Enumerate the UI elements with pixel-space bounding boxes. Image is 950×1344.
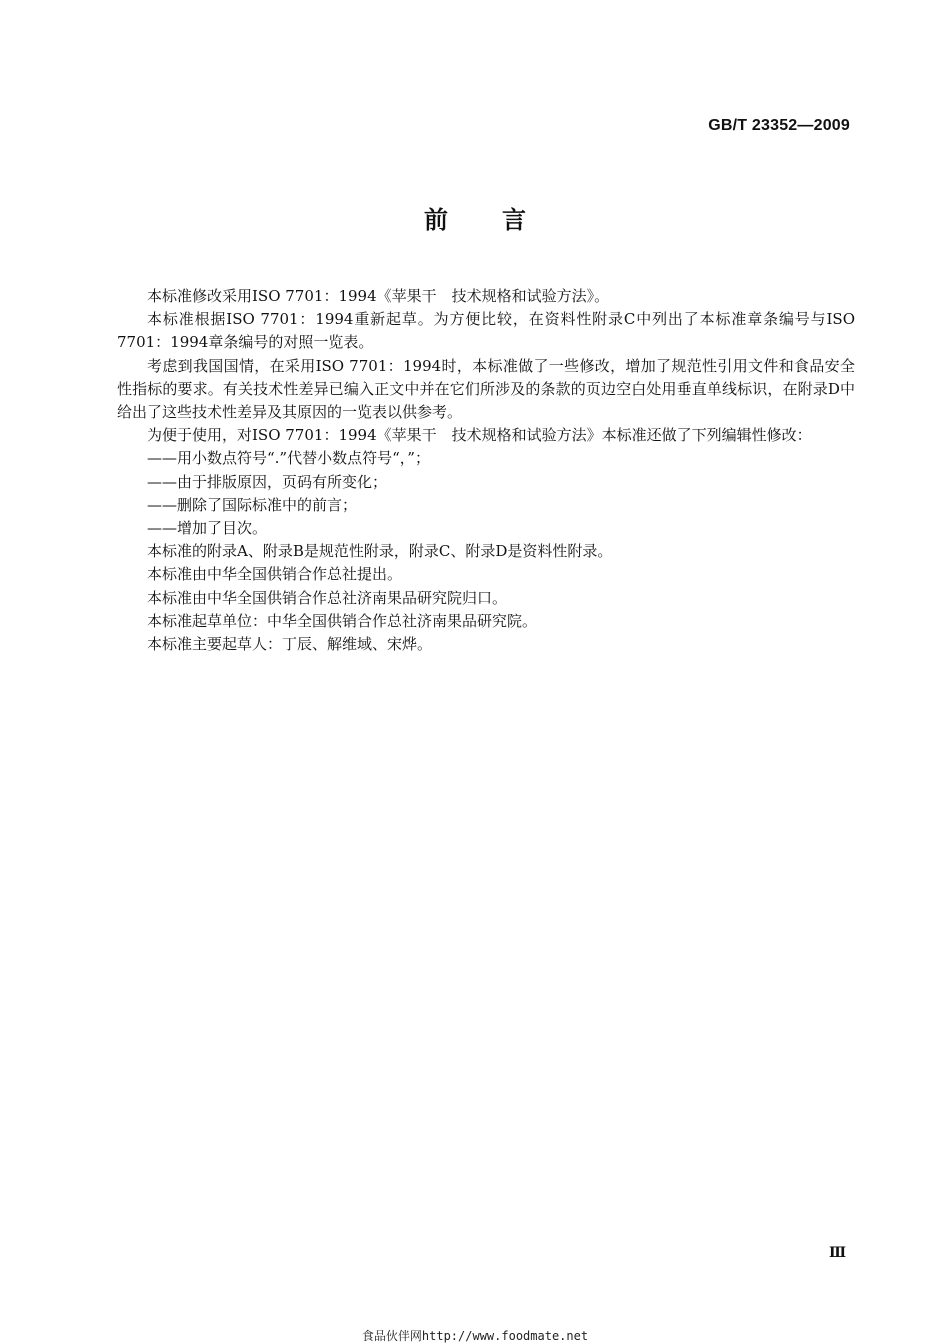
edit-list-item: ——删除了国际标准中的前言； [147, 495, 358, 514]
paragraph: 考虑到我国国情，在采用ISO 7701：1994时，本标准做了一些修改，增加了规范性引用文件和食品安全性指标的要求。有关技术性差异已编入正文中并在它们所涉及的条款的页边空白处用垂直单线标识，在附录D中给出了这些技术性差异及其原因的一览表以供参考。 [117, 356, 855, 422]
paragraph: 本标准由中华全国供销合作总社济南果品研究院归口。 [147, 588, 508, 607]
edit-list-item: ——用小数点符号“.”代替小数点符号“，”； [147, 449, 430, 468]
paragraph: 本标准的附录A、附录B是规范性附录，附录C、附录D是资料性附录。 [147, 542, 613, 561]
edit-list-item: ——增加了目次。 [147, 519, 268, 538]
paragraph: 本标准根据ISO 7701：1994重新起草。为方便比较，在资料性附录C中列出了本标准章条编号与ISO 7701：1994章条编号的对照一览表。 [117, 310, 855, 352]
paragraph: 本标准起草单位：中华全国供销合作总社济南果品研究院。 [147, 611, 538, 630]
title-char-1: 前 [424, 206, 448, 234]
foreword-body [117, 285, 855, 656]
paragraph: 本标准主要起草人：丁辰、解维域、宋烨。 [147, 635, 433, 654]
edit-list-item: ——由于排版原因，页码有所变化； [147, 472, 388, 491]
standard-number: GB/T 23352—2009 [708, 117, 850, 134]
footer-watermark: 食品伙伴网http://www.foodmate.net [361, 1329, 589, 1343]
page-title [0, 200, 950, 235]
paragraph: 为便于使用，对ISO 7701：1994《苹果干 技术规格和试验方法》本标准还做了下列编辑性修改： [147, 426, 812, 445]
paragraph: 本标准修改采用ISO 7701：1994《苹果干 技术规格和试验方法》。 [147, 287, 610, 305]
page-number: Ⅲ [828, 1245, 846, 1261]
title-char-2: 言 [502, 206, 526, 234]
paragraph: 本标准由中华全国供销合作总社提出。 [147, 565, 403, 584]
